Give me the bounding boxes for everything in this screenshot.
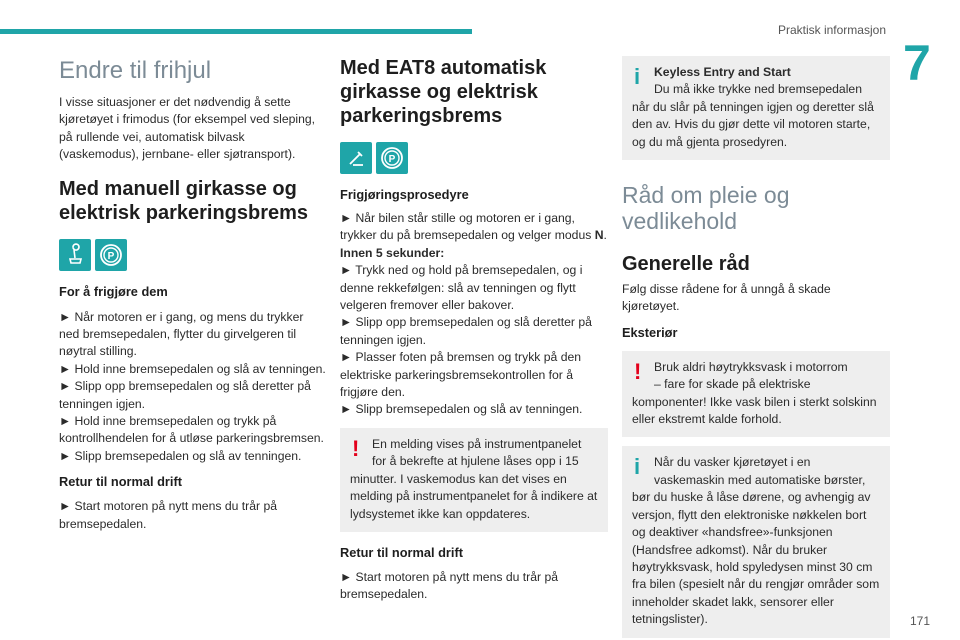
column-1 (59, 52, 327, 533)
heading-manual-gearbox: Med manuell girkasse og elektrisk parkeringsbrems (59, 177, 309, 224)
section-title: Praktisk informasjon (777, 23, 886, 37)
heading-return-normal: Retur til normal drift (59, 474, 182, 490)
info-notice-washing: i Når du vasker kjøretøyet i en vaskemaskin med automatiske børster, bør du huske å låse dørene, og avhengig av versjon, flytt den elektroniske nøkkelen bort og deaktiver «handsfree»-funksjonen (Handsfree adkomst). Når du bruker høytrykksvask, hold spyledysen minst 30 cm fra bilen (spesielt når du rengjør områder som inneholder skadet lakk, sensorer eller tetningslister). (622, 446, 890, 637)
header-accent-bar (0, 29, 472, 34)
general-intro: Følg disse rådene for å unngå å skade kjøretøyet. (622, 282, 831, 314)
info-icon: i (634, 454, 641, 480)
warning-notice: ! Bruk aldri høytrykksvask i motorrom – fare for skade på elektriske komponenter! Ikke vask bilen i sterkt solskinn eller ekstremt kalde forhold. (622, 351, 890, 438)
within-5-seconds-label: Innen 5 sekunder: (340, 245, 445, 260)
return-normal-text: ► Start motoren på nytt mens du trår på bremsepedalen. (340, 569, 558, 602)
gear-lever-icon (59, 239, 91, 271)
column-3 (622, 52, 890, 638)
chapter-number: 7 (903, 35, 931, 91)
parking-brake-icon (376, 142, 408, 174)
release-step: ► Når motoren er i gang, og mens du trykker ned bremsepedalen, flytter du girvelgeren til nøytral stilling. (59, 309, 304, 359)
release-step: ► Slipp bremsepedalen og slå av tenningen. (59, 448, 302, 463)
heading-release-procedure: Frigjøringsprosedyre (340, 187, 469, 202)
svg-text:P: P (388, 154, 396, 165)
svg-text:P: P (107, 250, 115, 262)
release-step: ► Slipp opp bremsepedalen og slå deretter på tenningen igjen. (340, 315, 592, 347)
release-step: ► Slipp opp bremsepedalen og slå deretter på tenningen igjen. (59, 379, 311, 411)
heading-general-advice: Generelle råd (622, 253, 750, 276)
intro-paragraph: I visse situasjoner er det nødvendig å sette kjøretøyet i frimodus (for eksempel ved sleping, på rullende vei, automatisk bilvask (vaskemodus), jernbane- eller sjøtransport). (59, 95, 316, 162)
section-heading-care: Råd om pleie og vedlikehold (622, 182, 790, 235)
heading-exterior: Eksteriør (622, 324, 678, 340)
release-step: ► Slipp bremsepedalen og slå av tenningen. (340, 402, 583, 417)
parking-brake-icon (95, 239, 127, 271)
release-step: ► Trykk ned og hold på bremsepedalen, og i denne rekkefølgen: slå av tenningen og flytt velgeren fremover eller bakover. (340, 263, 583, 313)
column-2 (340, 52, 608, 604)
warning-notice: ! En melding vises på instrumentpanelet for å bekrefte at hjulene låses opp i 15 minutter. I vaskemodus kan det vises en melding på instrumentpanelet for å indikere at lydsystemet ikke kan oppdateres. (340, 428, 608, 532)
info-notice-keyless: i Keyless Entry and Start Du må ikke trykke ned bremsepedalen når du slår på tenningen igjen og deretter slå den av. Hvis du gjør dette vil motoren starte, og du må gjenta prosedyren. (622, 56, 890, 160)
info-icon: i (634, 64, 641, 89)
warning-icon: ! (634, 358, 642, 384)
page-number: 171 (909, 614, 930, 628)
heading-eat8: Med EAT8 automatisk girkasse og elektrisk parkeringsbrems (340, 57, 547, 127)
release-step: ► Når bilen står stille og motoren er i gang, trykker du på bremsepedalen og velger modus N. (340, 211, 607, 243)
heading-release: For å frigjøre dem (59, 283, 168, 299)
section-heading-freewheel: Endre til frihjul (59, 57, 212, 84)
icon-row (340, 142, 608, 174)
return-normal-text: ► Start motoren på nytt mens du trår på bremsepedalen. (59, 499, 277, 531)
release-step: ► Hold inne bremsepedalen og trykk på kontrollhendelen for å utløse parkeringsbremsen. (59, 414, 324, 446)
icon-row (59, 239, 327, 271)
warning-icon: ! (352, 435, 360, 461)
release-step: ► Plasser foten på bremsen og trykk på den elektriske parkeringsbremsekontrollen for å frigjøre den. (340, 350, 582, 400)
gear-lever-icon (340, 142, 372, 174)
heading-return-normal: Retur til normal drift (340, 544, 463, 560)
release-step: ► Hold inne bremsepedalen og slå av tenningen. (59, 361, 326, 376)
